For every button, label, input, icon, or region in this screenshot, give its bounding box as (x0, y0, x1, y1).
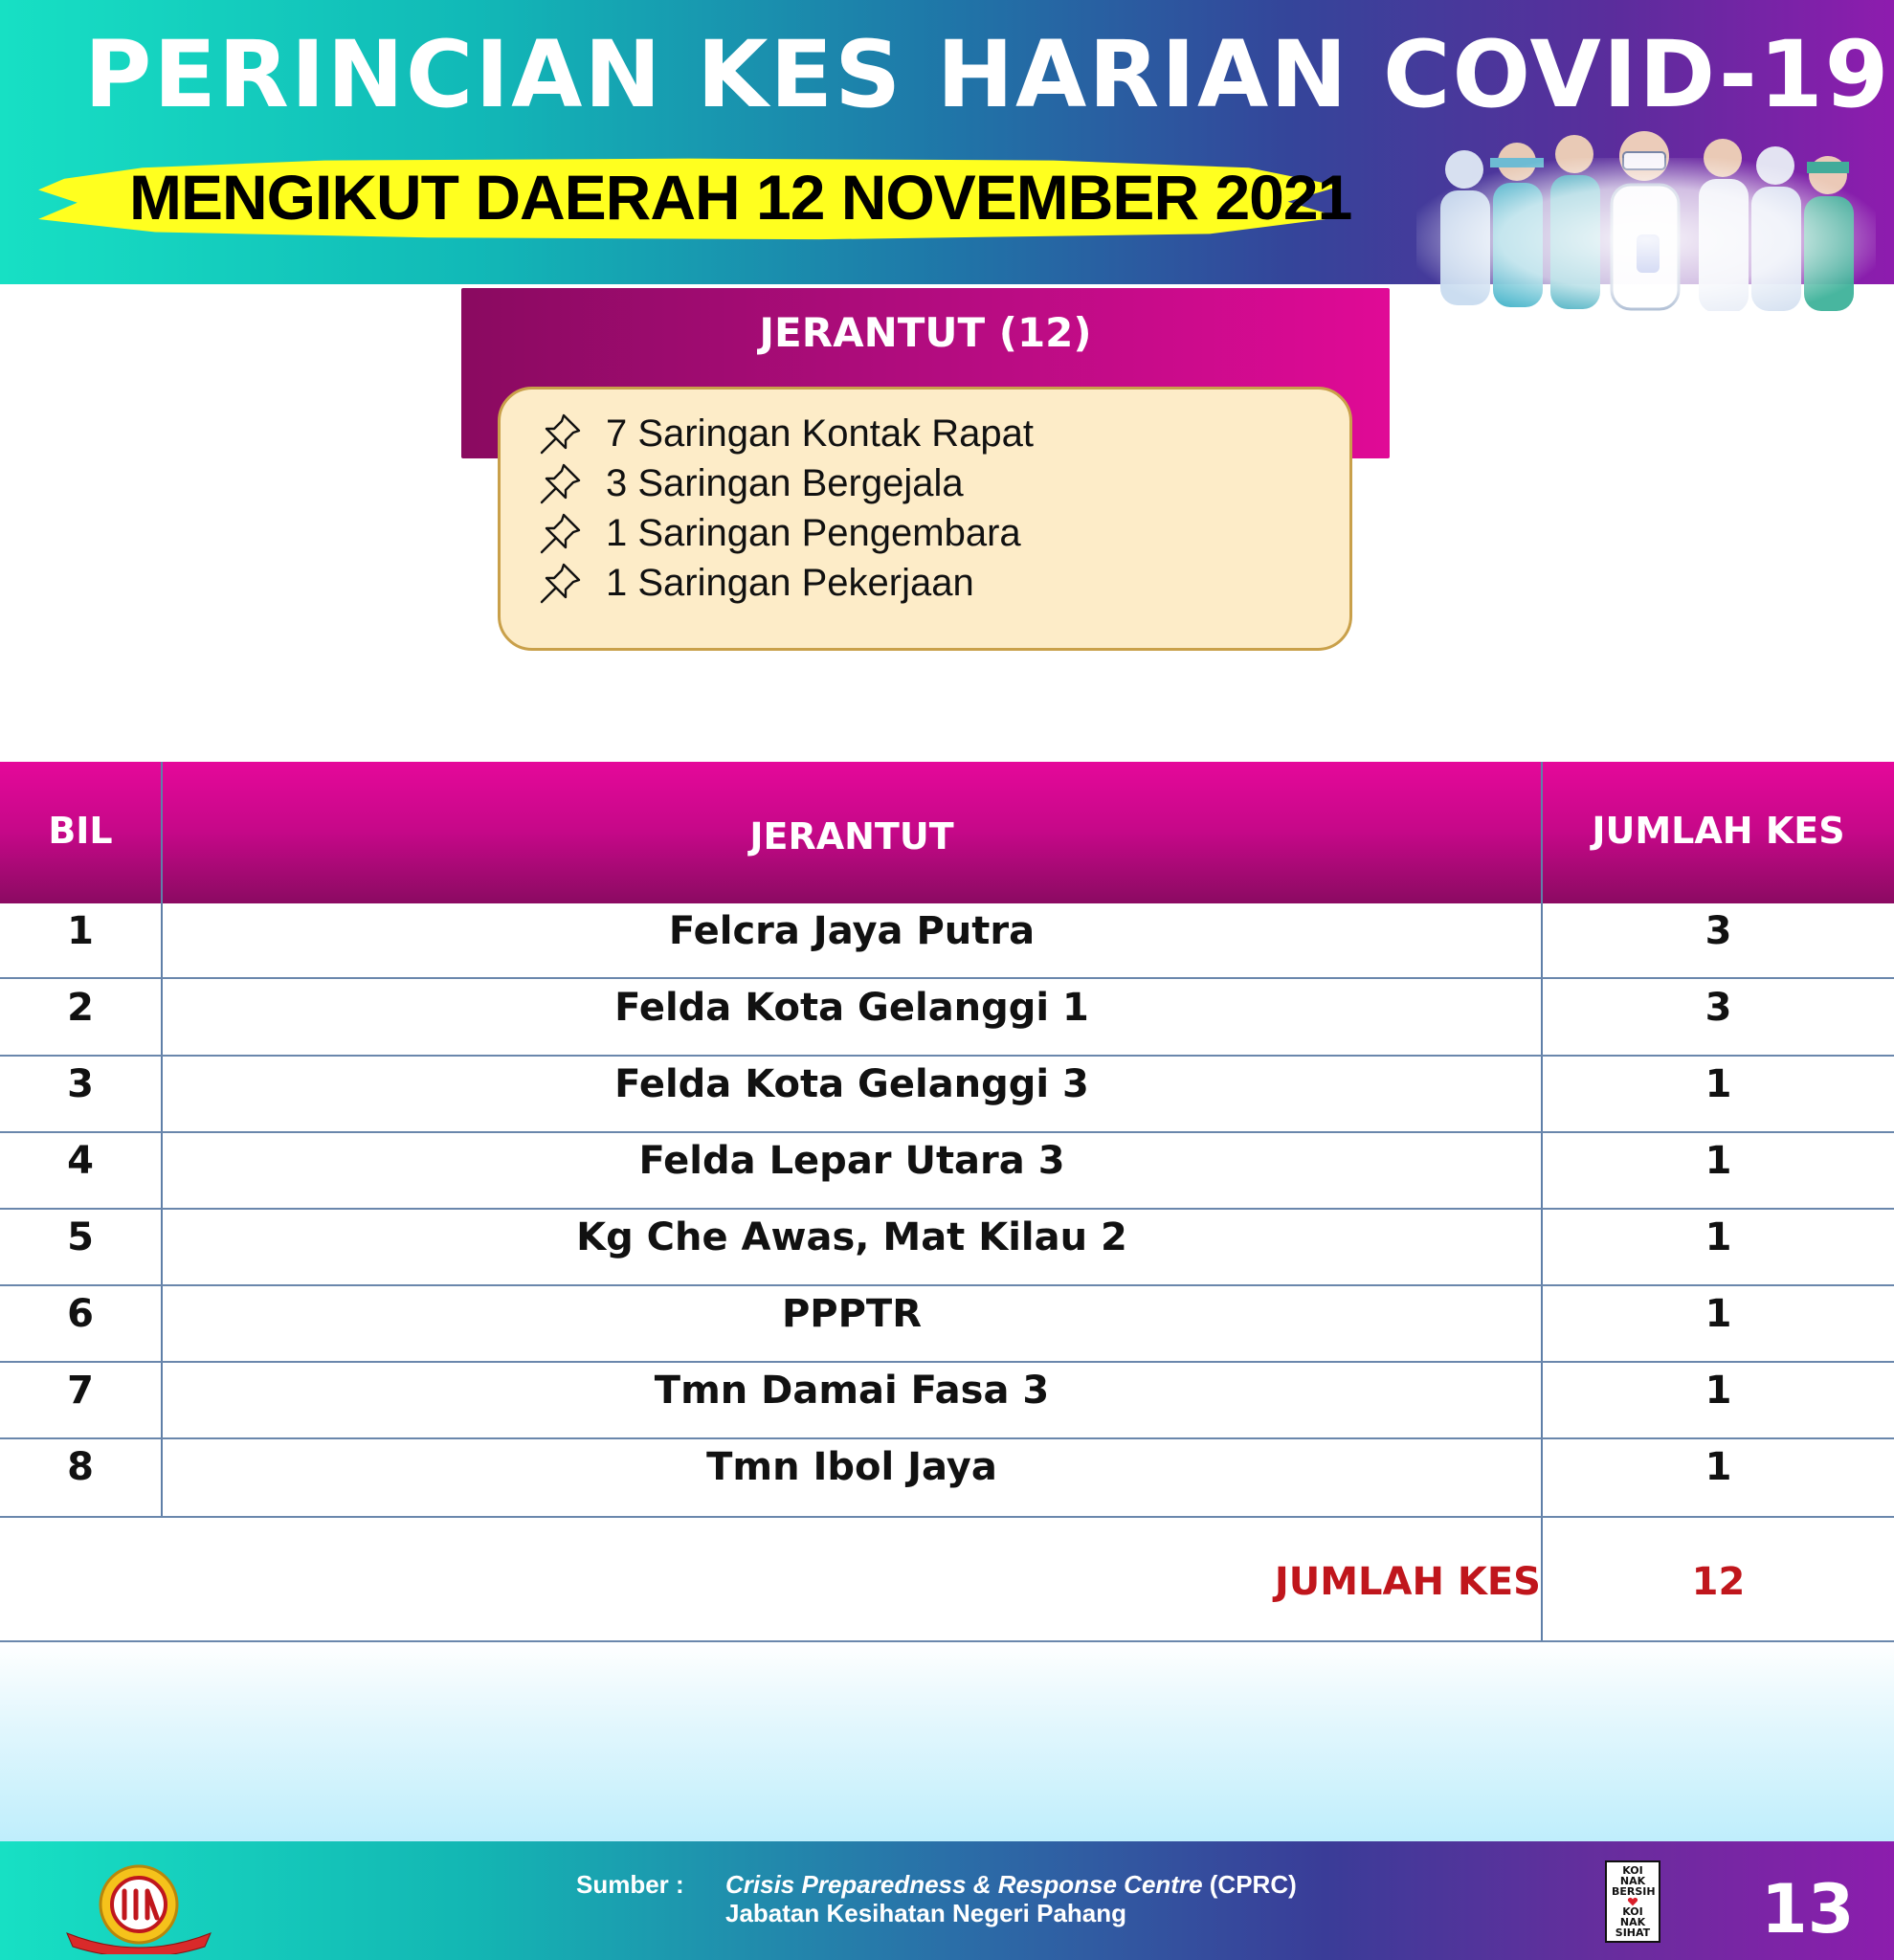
row-bil: 1 (67, 909, 94, 953)
badge-bottom-text: KOI NAK SIHAT (1615, 1905, 1651, 1939)
row-cases: 1 (1705, 1215, 1732, 1259)
source-organization (725, 1870, 1297, 1900)
row-location: Kg Che Awas, Mat Kilau 2 (576, 1215, 1127, 1259)
row-location: Felda Lepar Utara 3 (638, 1139, 1065, 1183)
summary-item (537, 508, 1021, 558)
row-location: Felcra Jaya Putra (668, 909, 1036, 953)
pushpin-icon (537, 509, 585, 557)
total-label: JUMLAH KES (1274, 1560, 1541, 1604)
source-department: Jabatan Kesihatan Negeri Pahang (725, 1899, 1127, 1927)
healthcare-workers-illustration (1397, 129, 1885, 311)
koi-nak-badge (1605, 1860, 1660, 1943)
summary-item (537, 458, 964, 508)
page-number: 13 (1761, 1870, 1855, 1949)
row-divider (0, 1516, 1894, 1518)
row-cases: 3 (1705, 909, 1732, 953)
row-divider (0, 1361, 1894, 1363)
row-divider (0, 1437, 1894, 1439)
source-organization-name: Crisis Preparedness & Response Centre (725, 1870, 1203, 1899)
summary-item-text: 1 Saringan Pengembara (606, 511, 1021, 554)
row-bil: 3 (67, 1062, 94, 1106)
row-divider (0, 1284, 1894, 1286)
summary-item-text: 3 Saringan Bergejala (606, 461, 964, 504)
row-divider (0, 1131, 1894, 1133)
row-location: Felda Kota Gelanggi 1 (614, 986, 1089, 1030)
row-cases: 1 (1705, 1292, 1732, 1336)
pushpin-icon (537, 410, 585, 457)
row-location: Tmn Damai Fasa 3 (654, 1369, 1050, 1413)
row-divider (0, 977, 1894, 979)
row-bil: 6 (67, 1292, 94, 1336)
column-divider (1541, 762, 1543, 1642)
pushpin-icon (537, 459, 585, 507)
row-bil: 4 (67, 1139, 94, 1183)
row-cases: 3 (1705, 986, 1732, 1030)
row-divider (0, 1208, 1894, 1210)
pushpin-icon (537, 559, 585, 607)
summary-item (537, 558, 974, 608)
page-subtitle: MENGIKUT DAERAH 12 NOVEMBER 2021 (129, 162, 1352, 233)
row-bil: 2 (67, 986, 94, 1030)
summary-item (537, 409, 1034, 458)
lower-background (0, 1642, 1894, 1841)
summary-title: JERANTUT (12) (759, 309, 1092, 356)
row-cases: 1 (1705, 1139, 1732, 1183)
badge-top-text: KOI NAK BERSIH (1612, 1864, 1656, 1898)
illustration-glow (1416, 158, 1876, 321)
row-bil: 5 (67, 1215, 94, 1259)
column-header-location: JERANTUT (749, 815, 954, 858)
summary-item-text: 7 Saringan Kontak Rapat (606, 412, 1034, 455)
page-title: PERINCIAN KES HARIAN COVID-19 (84, 21, 1891, 128)
column-header-bil: BIL (48, 810, 113, 852)
row-cases: 1 (1705, 1062, 1732, 1106)
source-label: Sumber : (576, 1870, 684, 1899)
total-value: 12 (1691, 1560, 1746, 1604)
row-location: Felda Kota Gelanggi 3 (614, 1062, 1089, 1106)
row-cases: 1 (1705, 1369, 1732, 1413)
column-header-cases: JUMLAH KES (1592, 810, 1845, 852)
row-location: Tmn Ibol Jaya (706, 1445, 997, 1489)
summary-card (498, 387, 1352, 651)
jkn-logo-icon (57, 1859, 220, 1954)
row-divider (0, 1055, 1894, 1057)
row-location: PPPTR (781, 1292, 923, 1336)
row-bil: 7 (67, 1369, 94, 1413)
summary-item-text: 1 Saringan Pekerjaan (606, 561, 974, 604)
row-cases: 1 (1705, 1445, 1732, 1489)
source-organization-abbr: (CPRC) (1202, 1870, 1297, 1899)
row-bil: 8 (67, 1445, 94, 1489)
